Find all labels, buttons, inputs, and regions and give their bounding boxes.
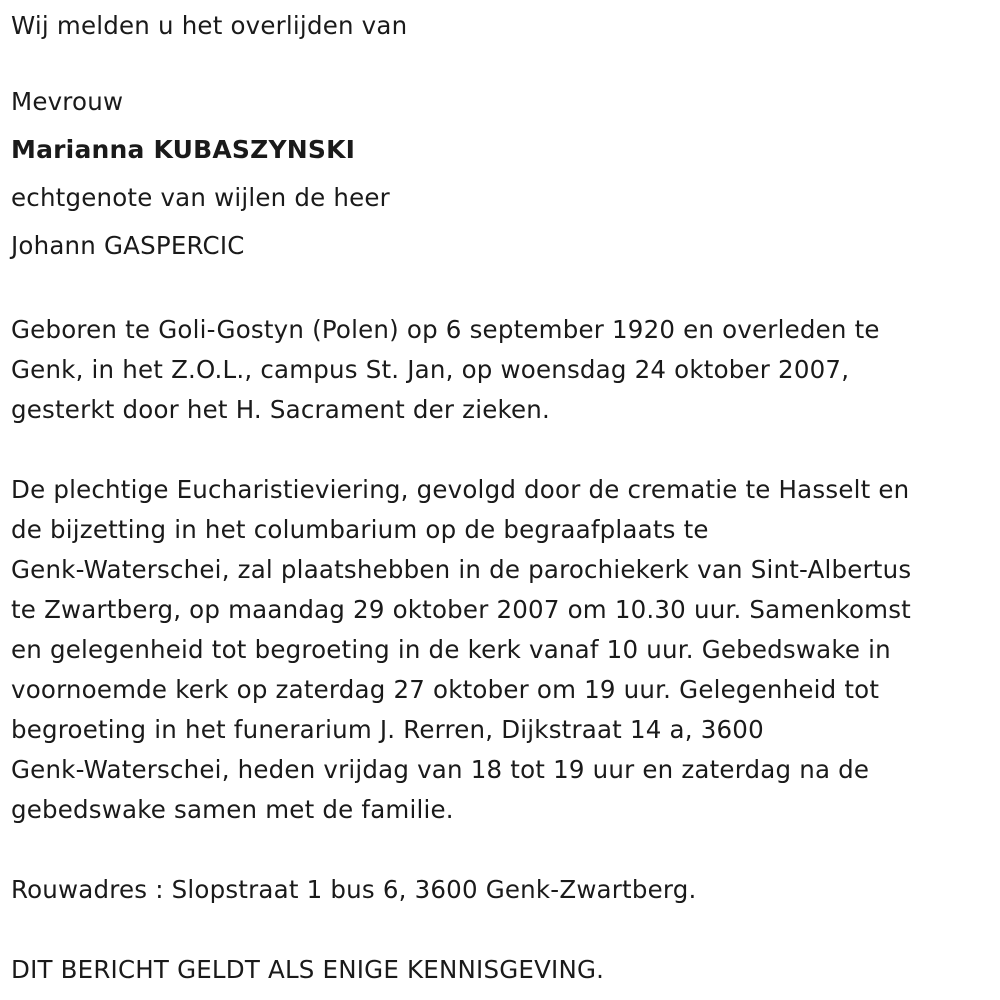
notice-text: DIT BERICHT GELDT ALS ENIGE KENNISGEVING. (11, 955, 605, 984)
obituary-notice (11, 0, 991, 990)
intro-text: Wij melden u het overlijden van (11, 11, 408, 40)
ceremony-line: de bijzetting in het columbarium op de begraafplaats te (11, 515, 709, 544)
ceremony-line: begroeting in het funerarium J. Rerren, Dijkstraat 14 a, 3600 (11, 715, 764, 744)
ceremony-line: voornoemde kerk op zaterdag 27 oktober om 19 uur. Gelegenheid tot (11, 675, 880, 704)
mourning-address: Rouwadres : Slopstraat 1 bus 6, 3600 Genk-Zwartberg. (11, 875, 697, 904)
title-prefix: Mevrouw (11, 87, 124, 116)
birth-death-paragraph (11, 310, 991, 430)
spouse-name: Johann GASPERCIC (11, 231, 245, 260)
ceremony-line: gebedswake samen met de familie. (11, 795, 454, 824)
birth-death-line: gesterkt door het H. Sacrament der zieken. (11, 395, 550, 424)
ceremony-line: Genk-Waterschei, heden vrijdag van 18 tot 19 uur en zaterdag na de (11, 755, 870, 784)
ceremony-paragraph (11, 470, 991, 830)
deceased-name: Marianna KUBASZYNSKI (11, 135, 356, 164)
ceremony-line: te Zwartberg, op maandag 29 oktober 2007 om 10.30 uur. Samenkomst (11, 595, 911, 624)
relation-text: echtgenote van wijlen de heer (11, 183, 390, 212)
ceremony-line: De plechtige Eucharistieviering, gevolgd door de crematie te Hasselt en (11, 475, 910, 504)
birth-death-line: Genk, in het Z.O.L., campus St. Jan, op woensdag 24 oktober 2007, (11, 355, 850, 384)
birth-death-line: Geboren te Goli-Gostyn (Polen) op 6 september 1920 en overleden te (11, 315, 880, 344)
ceremony-line: en gelegenheid tot begroeting in de kerk vanaf 10 uur. Gebedswake in (11, 635, 891, 664)
ceremony-line: Genk-Waterschei, zal plaatshebben in de parochiekerk van Sint-Albertus (11, 555, 912, 584)
